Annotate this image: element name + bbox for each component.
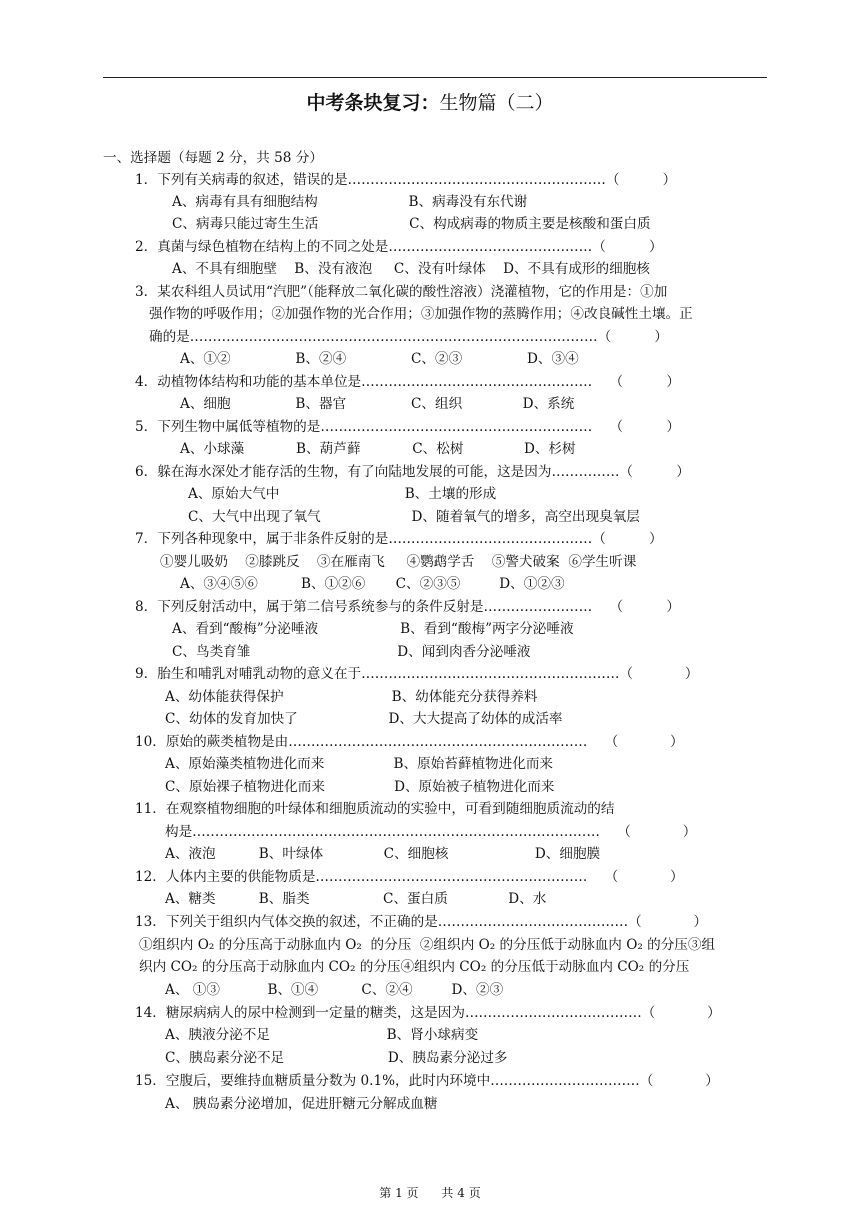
- question-2: 2．真菌与绿色植物在结构上的不同之处是………………………………………（ ）: [135, 239, 663, 255]
- question-14: 14．糖尿病病人的尿中检测到一定量的糖类，这是因为…………………………………（ ）: [135, 1005, 721, 1021]
- option-line: A、液泡 B、叶绿体 C、细胞核 D、细胞膜: [165, 846, 601, 862]
- question-8: 8．下列反射活动中，属于第二信号系统参与的条件反射是…………………… （ ）: [135, 599, 680, 615]
- question-10: 10．原始的蕨类植物是由………………………………………………………… （ ）: [135, 734, 684, 750]
- option-line: A、病毒有具有细胞结构 B、病毒没有东代谢: [172, 194, 528, 210]
- option-line: A、 胰岛素分泌增加，促进肝糖元分解成血糖: [165, 1096, 438, 1112]
- question-15: 15．空腹后，要维持血糖质量分数为 0.1%，此时内环境中……………………………（ ）: [135, 1073, 719, 1089]
- option-line: A、小球藻 B、葫芦藓 C、松树 D、杉树: [180, 441, 576, 457]
- option-line: A、不具有细胞壁 B、没有液泡 C、没有叶绿体 D、不具有成形的细胞核: [172, 261, 650, 277]
- question-text: 确的是………………………………………………………………………………（ ）: [149, 329, 668, 345]
- option-line: A、胰液分泌不足 B、肾小球病变: [165, 1027, 479, 1043]
- question-5: 5．下列生物中属低等植物的是…………………………………………………… （ ）: [135, 419, 680, 435]
- option-line: C、幼体的发育加快了 D、大大提高了幼体的成活率: [165, 711, 563, 727]
- option-line: A、 ①③ B、①④ C、②④ D、②③: [165, 982, 504, 998]
- header-rule: [103, 77, 767, 78]
- option-line: A、幼体能获得保护 B、幼体能充分获得养料: [165, 689, 538, 705]
- option-line: C、病毒只能过寄生生活 C、构成病毒的物质主要是核酸和蛋白质: [172, 216, 651, 232]
- question-6: 6．躲在海水深处才能存活的生物，有了向陆地发展的可能，这是因为……………（ ）: [135, 464, 690, 480]
- question-13: 13．下列关于组织内气体交换的叙述，不正确的是……………………………………（ ）: [135, 914, 708, 930]
- option-line: C、大气中出现了氧气 D、随着氧气的增多，高空出现臭氧层: [188, 509, 640, 525]
- option-line: A、糖类 B、脂类 C、蛋白质 D、水: [165, 891, 547, 907]
- option-line: C、鸟类育雏 D、闻到肉香分泌唾液: [172, 644, 531, 660]
- option-line: A、看到“酸梅”分泌唾液 B、看到“酸梅”两字分泌唾液: [172, 621, 574, 637]
- section-heading: 一、选择题（每题 2 分，共 58 分）: [103, 150, 323, 166]
- question-text: ①组织内 O₂ 的分压高于动脉血内 O₂ 的分压 ②组织内 O₂ 的分压低于动脉血内 O₂ 的分压③组: [139, 937, 716, 953]
- question-1: 1．下列有关病毒的叙述，错误的是…………………………………………………（ ）: [135, 172, 677, 188]
- question-text: ①婴儿吸奶 ②膝跳反 ③在雁南飞 ④鹦鹉学舌 ⑤警犬破案 ⑥学生听课: [160, 554, 637, 570]
- title-bold: 中考条块复习：: [306, 92, 440, 114]
- question-text: 强作物的呼吸作用；②加强作物的光合作用；③加强作物的蒸腾作用；④改良碱性土壤。正: [149, 306, 693, 322]
- option-line: A、③④⑤⑥ B、①②⑥ C、②③⑤ D、①②③: [180, 576, 565, 592]
- question-11: 11．在观察植物细胞的叶绿体和细胞质流动的实验中，可看到随细胞质流动的结: [135, 801, 615, 817]
- question-9: 9．胎生和哺乳对哺乳动物的意义在于…………………………………………………（ ）: [135, 666, 699, 682]
- option-line: C、胰岛素分泌不足 D、胰岛素分泌过多: [165, 1050, 508, 1066]
- option-line: A、原始大气中 B、土壤的形成: [188, 486, 497, 502]
- option-line: C、原始裸子植物进化而来 D、原始被子植物进化而来: [165, 779, 555, 795]
- question-12: 12．人体内主要的供能物质是…………………………………………………… （ ）: [135, 869, 684, 885]
- question-3: 3．某农科组人员试用“汽肥”（能释放二氧化碳的酸性溶液）浇灌植物，它的作用是：①加: [135, 284, 668, 300]
- option-line: A、①② B、②④ C、②③ D、③④: [180, 351, 579, 367]
- page-footer: 第 1 页 共 4 页: [379, 1186, 481, 1200]
- question-text: 织内 CO₂ 的分压高于动脉血内 CO₂ 的分压④组织内 CO₂ 的分压低于动脉血内 CO₂ 的分压: [139, 959, 690, 975]
- option-line: A、细胞 B、器官 C、组织 D、系统: [180, 396, 575, 412]
- title-rest: 生物篇（二）: [439, 92, 554, 114]
- question-text: 构是……………………………………………………………………………… （ ）: [165, 824, 697, 840]
- question-4: 4．动植物体结构和功能的基本单位是…………………………………………… （ ）: [135, 374, 680, 390]
- option-line: A、原始藻类植物进化而来 B、原始苔藓植物进化而来: [165, 756, 554, 772]
- page-title: [0, 88, 860, 118]
- question-7: 7．下列各种现象中，属于非条件反射的是………………………………………（ ）: [135, 531, 663, 547]
